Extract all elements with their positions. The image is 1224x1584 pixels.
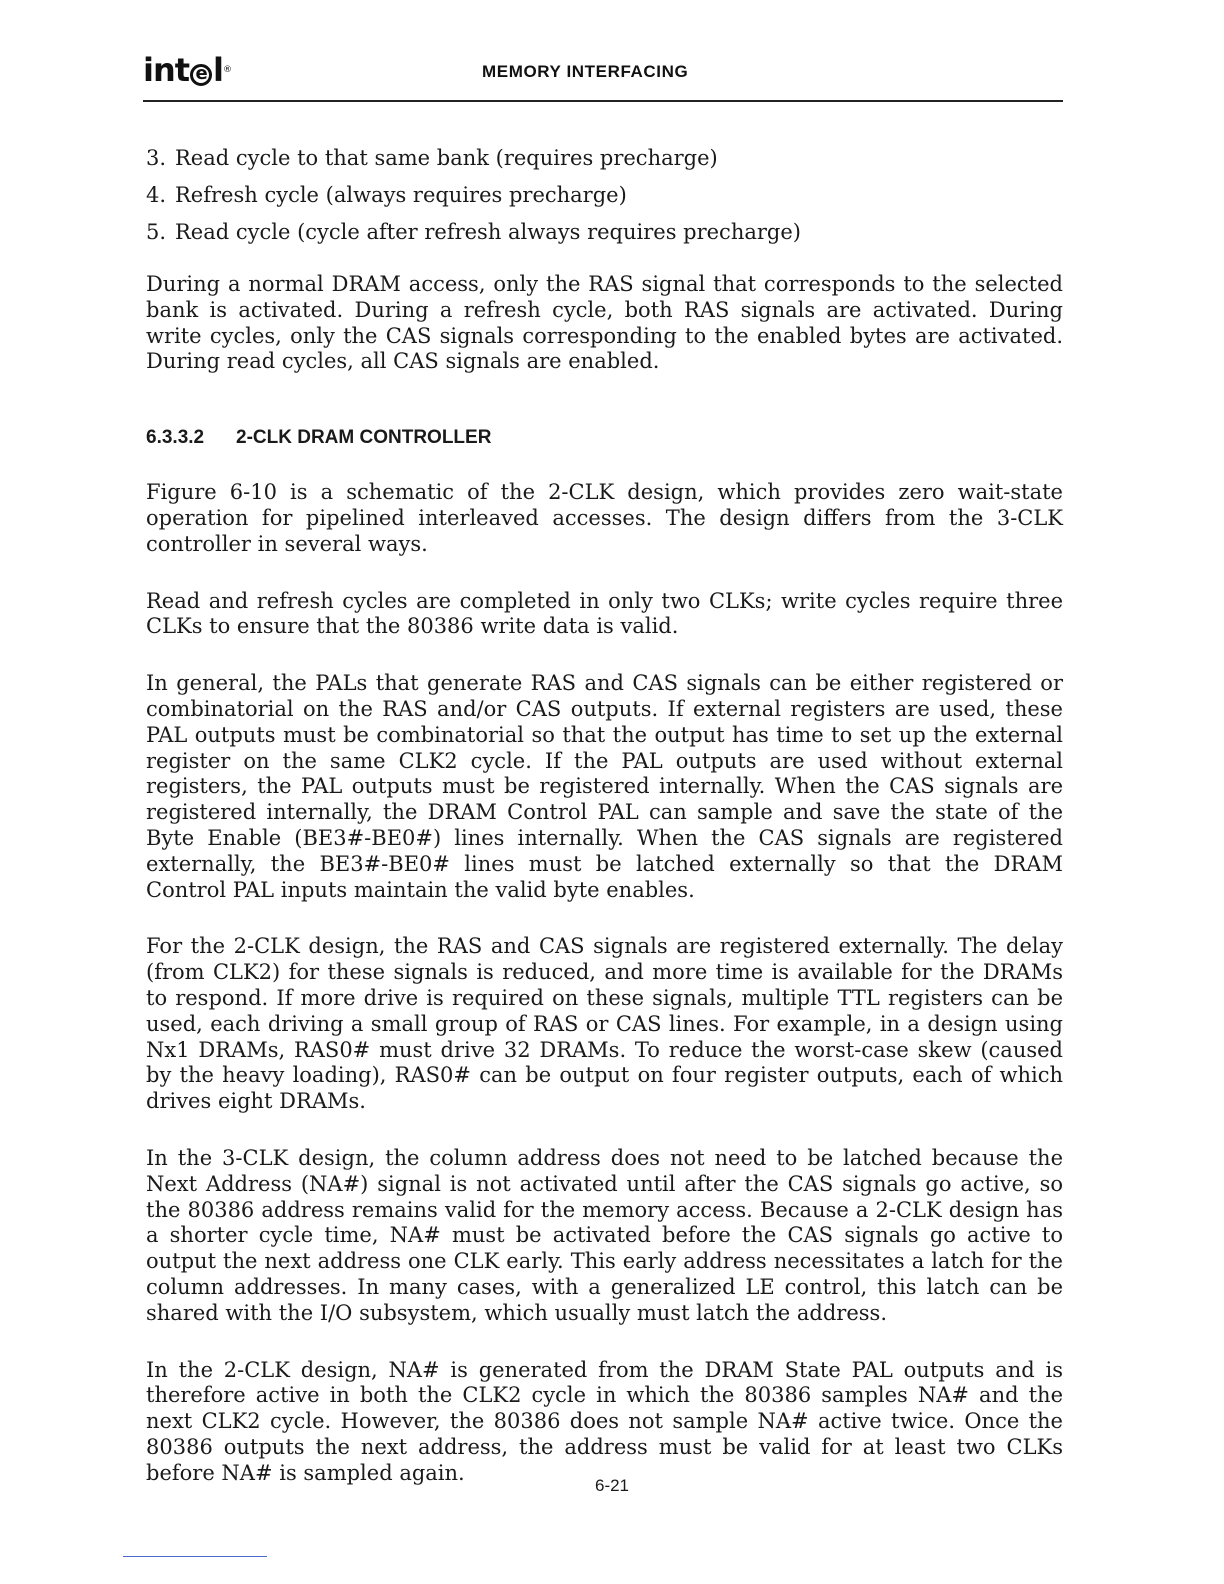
list-item <box>146 140 1063 177</box>
page-body <box>146 140 1063 1486</box>
paragraph: In the 2-CLK design, NA# is generated from the DRAM State PAL outputs and is therefore active in both the CLK2 cycle in which the 80386 samples NA# and the next CLK2 cycle. However, the 80386 does not sample NA# active twice. Once the 80386 outputs the next address, the address must be valid for at least two CLKs before NA# is sampled again. <box>146 1357 1063 1485</box>
numbered-list <box>146 140 1063 251</box>
paragraph: For the 2-CLK design, the RAS and CAS signals are registered externally. The delay (from CLK2) for these signals is reduced, and more time is available for the DRAMs to respond. If more drive is required on these signals, multiple TTL registers can be used, each driving a small group of RAS or CAS lines. For example, in a design using Nx1 DRAMs, RAS0# must drive 32 DRAMs. To reduce the worst-case skew (caused by the heavy loading), RAS0# can be output on four register outputs, each of which drives eight DRAMs. <box>146 934 1063 1114</box>
running-title: MEMORY INTERFACING <box>482 62 689 81</box>
logo-e: e <box>190 64 212 86</box>
paragraph: In general, the PALs that generate RAS and CAS signals can be either registered or combinatorial on the RAS and/or CAS outputs. If external registers are used, these PAL outputs must be combinatorial so that the output has time to set up the external register on the same CLK2 cycle. If the PAL outputs are used without external registers, the PAL outputs must be registered internally. When the CAS signals are registered internally, the DRAM Control PAL can sample and save the state of the Byte Enable (BE3#-BE0#) lines internally. When the CAS signals are registered externally, the BE3#-BE0# lines must be latched externally so that the DRAM Control PAL inputs maintain the valid byte enables. <box>146 671 1063 902</box>
list-item-number: 4. <box>146 183 167 207</box>
list-item-text: Refresh cycle (always requires precharge) <box>175 183 627 207</box>
footer-rule <box>123 1556 267 1557</box>
list-item-number: 3. <box>146 146 167 170</box>
section-number: 6.3.3.2 <box>146 427 205 449</box>
list-item-number: 5. <box>146 220 167 244</box>
section-heading <box>146 425 1063 451</box>
list-item-text: Read cycle (cycle after refresh always requires precharge) <box>175 220 801 244</box>
list-item <box>146 214 1063 251</box>
intel-logo <box>143 50 231 90</box>
intro-paragraph: During a normal DRAM access, only the RAS signal that corresponds to the selected bank is activated. During a refresh cycle, both RAS signals are activated. During write cycles, only the CAS signals corresponding to the enabled bytes are activated. During read cycles, all CAS signals are enabled. <box>146 272 1063 374</box>
paragraph: Read and refresh cycles are completed in only two CLKs; write cycles require three CLKs to ensure that the 80386 write data is valid. <box>146 588 1063 639</box>
section-title: 2-CLK DRAM CONTROLLER <box>236 427 492 449</box>
logo-registered-mark: ® <box>223 65 232 75</box>
logo-l: l <box>213 51 224 89</box>
page-number: 6-21 <box>594 1476 630 1495</box>
paragraph: Figure 6-10 is a schematic of the 2-CLK design, which provides zero wait-state operation for pipelined interleaved accesses. The design differs from the 3-CLK controller in several ways. <box>146 480 1063 556</box>
paragraph: In the 3-CLK design, the column address does not need to be latched because the Next Address (NA#) signal is not activated until after the CAS signals go active, so the 80386 address remains valid for the memory access. Because a 2-CLK design has a shorter cycle time, NA# must be activated before the CAS signals go active to output the next address one CLK early. This early address necessitates a latch for the column addresses. In many cases, with a generalized LE control, this latch can be shared with the I/O subsystem, which usually must latch the address. <box>146 1145 1063 1325</box>
logo-text: int <box>143 51 190 89</box>
page-header <box>143 48 1063 102</box>
list-item-text: Read cycle to that same bank (requires precharge) <box>175 146 718 170</box>
list-item <box>146 177 1063 214</box>
